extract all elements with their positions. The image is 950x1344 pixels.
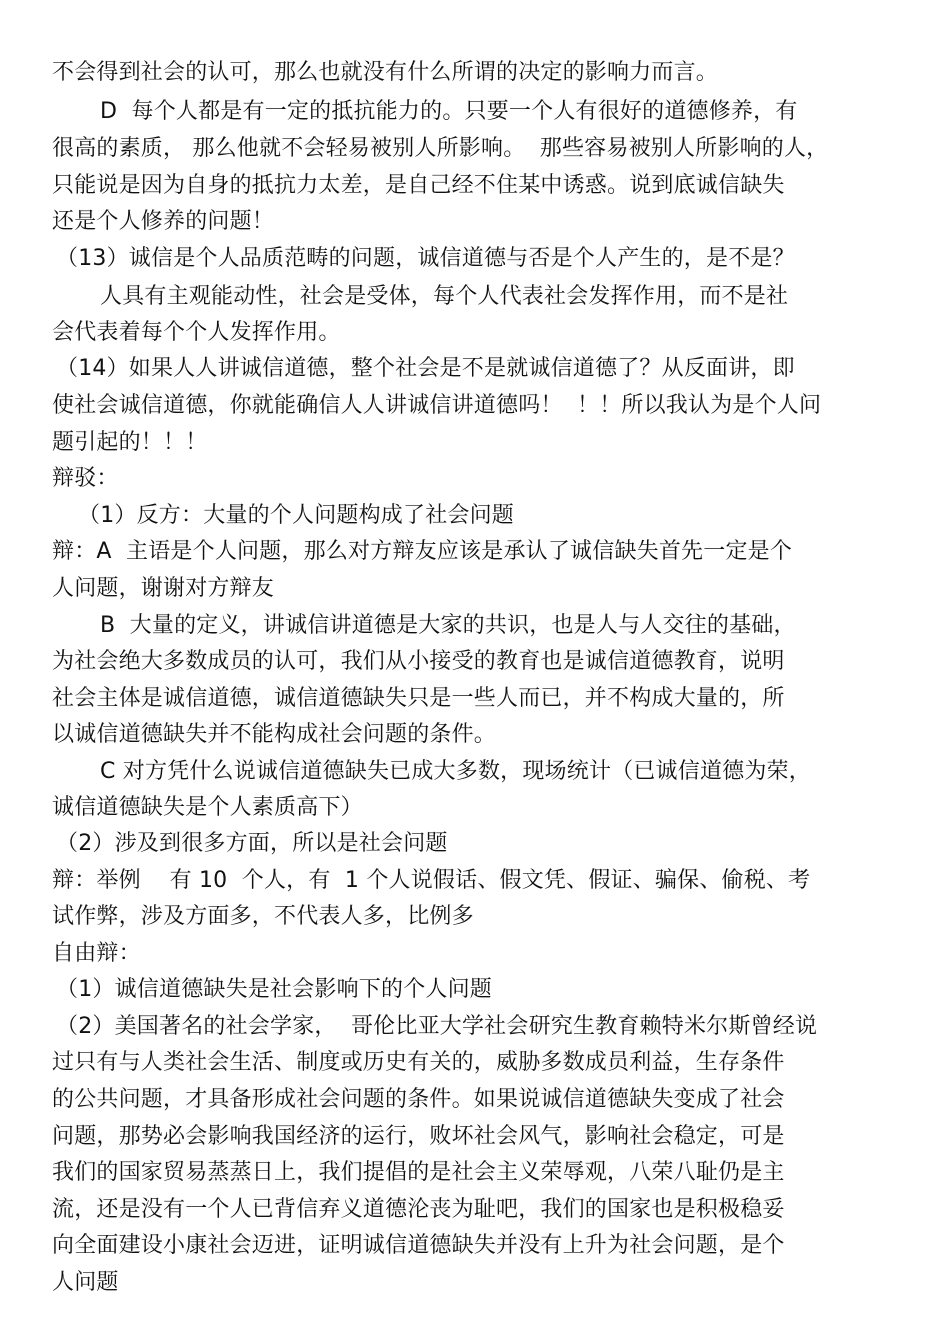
text-line: （1）诚信道德缺失是社会影响下的个人问题 (56, 977, 492, 1002)
text-line: B 大量的定义，讲诚信讲道德是大家的共识，也是人与人交往的基础， (100, 613, 796, 638)
text-line: 为社会绝大多数成员的认可，我们从小接受的教育也是诚信道德教育，说明 (52, 649, 785, 674)
text-line: 社会主体是诚信道德，诚信道德缺失只是一些人而已，并不构成大量的，所 (52, 686, 785, 711)
text-line: 只能说是因为自身的抵抗力太差，是自己经不住某中诱惑。说到底诚信缺失 (52, 173, 785, 198)
text-line: D 每个人都是有一定的抵抗能力的。只要一个人有很好的道德修养，有 (100, 99, 798, 124)
text-line: 人具有主观能动性，社会是受体，每个人代表社会发挥作用，而不是社 (100, 284, 789, 309)
text-line: 的公共问题，才具备形成社会问题的条件。如果说诚信道德缺失变成了社会 (52, 1087, 785, 1112)
text-line: （14）如果人人讲诚信道德，整个社会是不是就诚信道德了？从反面讲，即 (56, 356, 795, 381)
text-line: 人问题，谢谢对方辩友 (52, 576, 275, 601)
text-line: （2）涉及到很多方面，所以是社会问题 (56, 831, 448, 856)
text-line: 会代表着每个个人发挥作用。 (52, 320, 341, 345)
text-line: 不会得到社会的认可，那么也就没有什么所谓的决定的影响力而言。 (52, 60, 719, 85)
text-line: 流，还是没有一个人已背信弃义道德沦丧为耻吧，我们的国家也是积极稳妥 (52, 1197, 785, 1222)
text-line: 以诚信道德缺失并不能构成社会问题的条件。 (52, 722, 497, 747)
text-line: 我们的国家贸易蒸蒸日上，我们提倡的是社会主义荣辱观，八荣八耻仍是主 (52, 1160, 785, 1185)
text-line: （2）美国著名的社会学家， 哥伦比亚大学社会研究生教育赖特米尔斯曾经说 (56, 1014, 818, 1039)
text-line: 人问题 (52, 1270, 119, 1295)
text-line: 诚信道德缺失是个人素质高下） (52, 795, 363, 820)
text-line: 问题，那势必会影响我国经济的运行，败坏社会风气，影响社会稳定，可是 (52, 1124, 785, 1149)
text-line: 辩：A 主语是个人问题，那么对方辩友应该是承认了诚信缺失首先一定是个 (52, 539, 793, 564)
text-line: （1）反方：大量的个人问题构成了社会问题 (78, 503, 514, 528)
text-line: 使社会诚信道德，你就能确信人人讲诚信讲道德吗！ ！！所以我认为是个人问 (52, 393, 822, 418)
section-heading: 辩驳： (52, 466, 119, 491)
text-line: 试作弊，涉及方面多，不代表人多，比例多 (52, 904, 474, 929)
text-line: 题引起的！！！ (52, 430, 208, 455)
text-line: 还是个人修养的问题！ (52, 209, 275, 234)
text-line: 向全面建设小康社会迈进，证明诚信道德缺失并没有上升为社会问题，是个 (52, 1233, 785, 1258)
text-line: 很高的素质， 那么他就不会轻易被别人所影响。 那些容易被别人所影响的人， (52, 136, 829, 161)
section-heading: 自由辩： (52, 941, 141, 966)
text-line: 过只有与人类社会生活、制度或历史有关的，威胁多数成员利益，生存条件 (52, 1050, 785, 1075)
text-line: 辩：举例 有 10 个人，有 1 个人说假话、假文凭、假证、骗保、偷税、考 (52, 868, 811, 893)
text-line: C 对方凭什么说诚信道德缺失已成大多数，现场统计（已诚信道德为荣， (100, 759, 811, 784)
text-line: （13）诚信是个人品质范畴的问题，诚信道德与否是个人产生的，是不是？ (56, 246, 795, 271)
